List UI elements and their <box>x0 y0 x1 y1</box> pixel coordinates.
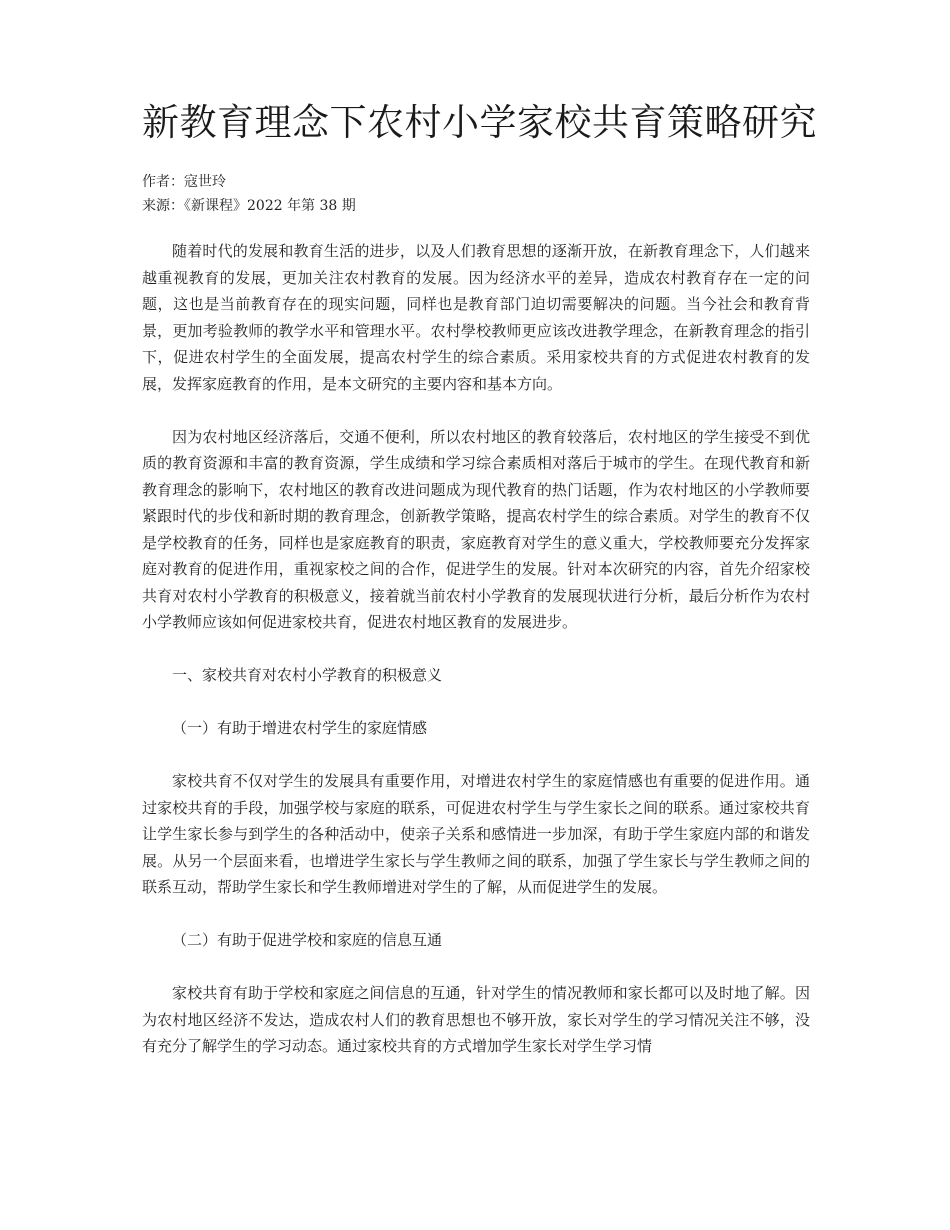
subsection-heading-2: （二）有助于促进学校和家庭的信息互通 <box>172 931 443 949</box>
paragraph-information-exchange: 家校共育有助于学校和家庭之间信息的互通，针对学生的情况教师和家长都可以及时地了解。因为农村地区经济不发达，造成农村人们的教育思想也不够开放，家长对学生的学习情况关注不够，没有充分了解学生的学习动态。通过家校共育的方式增加学生家长对学生学习情 <box>142 984 810 1055</box>
paragraph-intro: 随着时代的发展和教育生活的进步，以及人们教育思想的逐渐开放，在新教育理念下，人们越来越重视教育的发展，更加关注农村教育的发展。因为经济水平的差异，造成农村教育存在一定的问题，这也是当前教育存在的现实问题，同样也是教育部门迫切需要解决的问题。当今社会和教育背景，更加考验教师的教学水平和管理水平。农村學校教师更应该改进教学理念，在新教育理念的指引下，促进农村学生的全面发展，提高农村学生的综合素质。采用家校共育的方式促进农村教育的发展，发挥家庭教育的作用，是本文研究的主要内容和基本方向。 <box>142 242 810 393</box>
paragraph-family-emotion: 家校共育不仅对学生的发展具有重要作用，对增进农村学生的家庭情感也有重要的促进作用。通过家校共育的手段，加强学校与家庭的联系，可促进农村学生与学生家长之间的联系。通过家校共育让学生家长参与到学生的各种活动中，使亲子关系和感情进一步加深，有助于学生家庭内部的和谐发展。从另一个层面来看，也增进学生家长与学生教师之间的联系，加强了学生家长与学生教师之间的联系互动，帮助学生家长和学生教师增进对学生的了解，从而促进学生的发展。 <box>142 772 810 896</box>
article-title: 新教育理念下农村小学家校共育策略研究 <box>142 101 817 144</box>
paragraph-background: 因为农村地区经济落后，交通不便利，所以农村地区的教育较落后，农村地区的学生接受不到优质的教育资源和丰富的教育资源，学生成绩和学习综合素质相对落后于城市的学生。在现代教育和新教育理念的影响下，农村地区的教育改进问题成为现代教育的热门话题，作为农村地区的小学教师要紧跟时代的步伐和新时期的教育理念，创新教学策略，提高农村学生的综合素质。对学生的教育不仅是学校教育的任务，同样也是家庭教育的职责，家庭教育对学生的意义重大，学校教师要充分发挥家庭对教育的促进作用，重视家校之间的合作，促进学生的发展。针对本次研究的内容，首先介绍家校共育对农村小学教育的积极意义，接着就当前农村小学教育的发展现状进行分析，最后分析作为农村小学教师应该如何促进家校共育，促进农村地区教育的发展进步。 <box>142 427 810 631</box>
section-heading-1: 一、家校共育对农村小学教育的积极意义 <box>172 666 443 684</box>
author-line: 作者：寇世玲 <box>142 174 226 190</box>
article-body <box>142 238 810 1086</box>
article-meta <box>142 170 810 218</box>
subsection-heading-1: （一）有助于增进农村学生的家庭情感 <box>172 719 428 737</box>
source-line: 来源：《新课程》2022 年第 38 期 <box>142 198 356 214</box>
